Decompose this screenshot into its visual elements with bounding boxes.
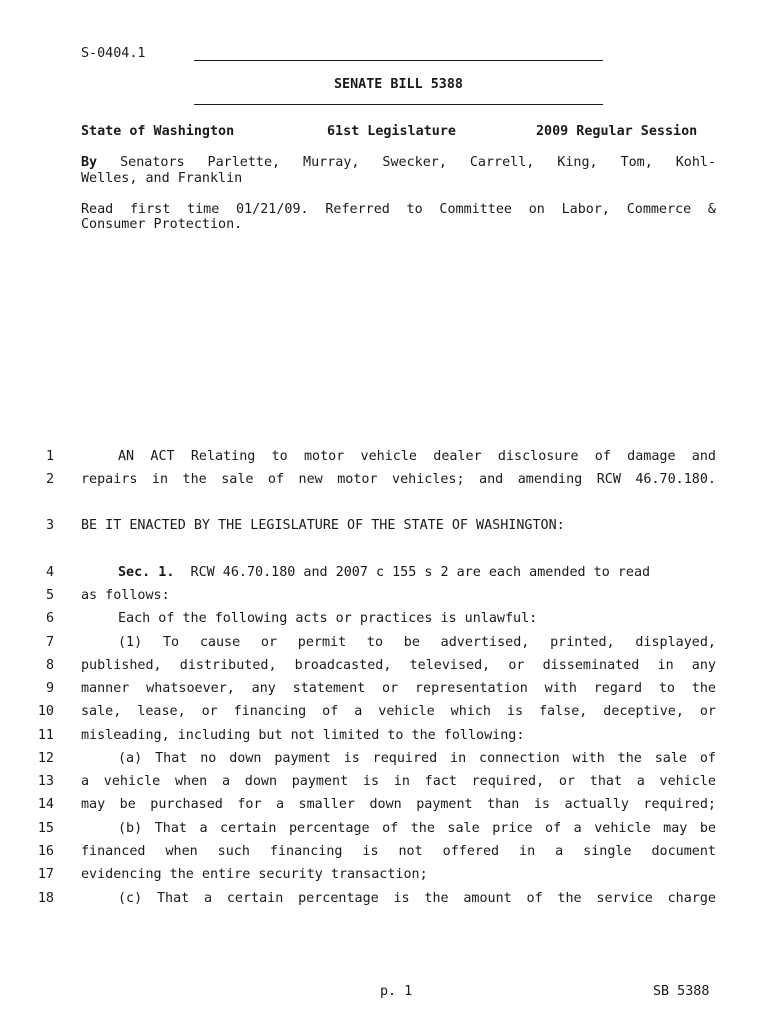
body-line: manner whatsoever, any statement or representation with regard to the (81, 681, 716, 696)
line-number: 1 (45, 449, 54, 464)
body-line: evidencing the entire security transaction; (81, 867, 428, 882)
bill-title: SENATE BILL 5388 (334, 77, 463, 92)
body-line: as follows: (81, 588, 170, 603)
line-number: 18 (37, 891, 54, 906)
sponsors-line-2: Welles, and Franklin (81, 171, 243, 186)
body-line: sale, lease, or financing of a vehicle which is false, deceptive, or (81, 704, 716, 719)
line-number: 17 (37, 867, 54, 882)
line-number: 12 (37, 751, 54, 766)
line-number: 7 (45, 635, 54, 650)
body-line: repairs in the sale of new motor vehicles; and amending RCW 46.70.180. (81, 472, 716, 487)
section-label: Sec. 1. (118, 565, 175, 580)
body-line: misleading, including but not limited to the following: (81, 728, 525, 743)
sponsors-line-1 (81, 155, 716, 170)
line-number: 2 (45, 472, 54, 487)
read-first-line-2: Consumer Protection. (81, 217, 243, 232)
legislature-label: 61st Legislature (327, 124, 456, 139)
line-number: 11 (37, 728, 54, 743)
body-line: financed when such financing is not offered in a single document (81, 844, 716, 859)
line-number: 6 (45, 611, 54, 626)
body-line: (b) That a certain percentage of the sale price of a vehicle may be (118, 821, 716, 836)
line-number: 13 (37, 774, 54, 789)
line-number: 16 (37, 844, 54, 859)
bill-code: S-0404.1 (81, 46, 146, 61)
session-label: 2009 Regular Session (536, 124, 698, 139)
section-heading-line (81, 565, 716, 580)
state-label: State of Washington (81, 124, 235, 139)
line-number: 3 (45, 518, 54, 533)
body-line: (a) That no down payment is required in connection with the sale of (118, 751, 716, 766)
line-number: 10 (37, 704, 54, 719)
top-rule (194, 60, 603, 61)
line-number: 14 (37, 797, 54, 812)
body-line: (c) That a certain percentage is the amount of the service charge (118, 891, 716, 906)
sponsors-by-label: By (81, 155, 98, 170)
line-number: 15 (37, 821, 54, 836)
line-number: 5 (45, 588, 54, 603)
read-first-line-1: Read first time 01/21/09. Referred to Committee on Labor, Commerce & (81, 202, 716, 217)
title-rule (194, 104, 603, 105)
body-line-text: RCW 46.70.180 and 2007 c 155 s 2 are each amended to read (174, 565, 651, 580)
line-number: 4 (45, 565, 54, 580)
sponsors-names: Senators Parlette, Murray, Swecker, Carrell, King, Tom, Kohl- (120, 155, 717, 170)
body-line: a vehicle when a down payment is in fact required, or that a vehicle (81, 774, 716, 789)
line-number: 8 (45, 658, 54, 673)
body-line: (1) To cause or permit to be advertised, printed, displayed, (118, 635, 716, 650)
body-line: Each of the following acts or practices is unlawful: (118, 611, 538, 626)
page-number: p. 1 (380, 984, 413, 999)
line-number: 9 (45, 681, 54, 696)
body-line: BE IT ENACTED BY THE LEGISLATURE OF THE STATE OF WASHINGTON: (81, 518, 565, 533)
body-line: may be purchased for a smaller down payment than is actually required; (81, 797, 716, 812)
footer-bill-id: SB 5388 (653, 984, 710, 999)
body-line: published, distributed, broadcasted, televised, or disseminated in any (81, 658, 716, 673)
body-line: AN ACT Relating to motor vehicle dealer disclosure of damage and (118, 449, 716, 464)
